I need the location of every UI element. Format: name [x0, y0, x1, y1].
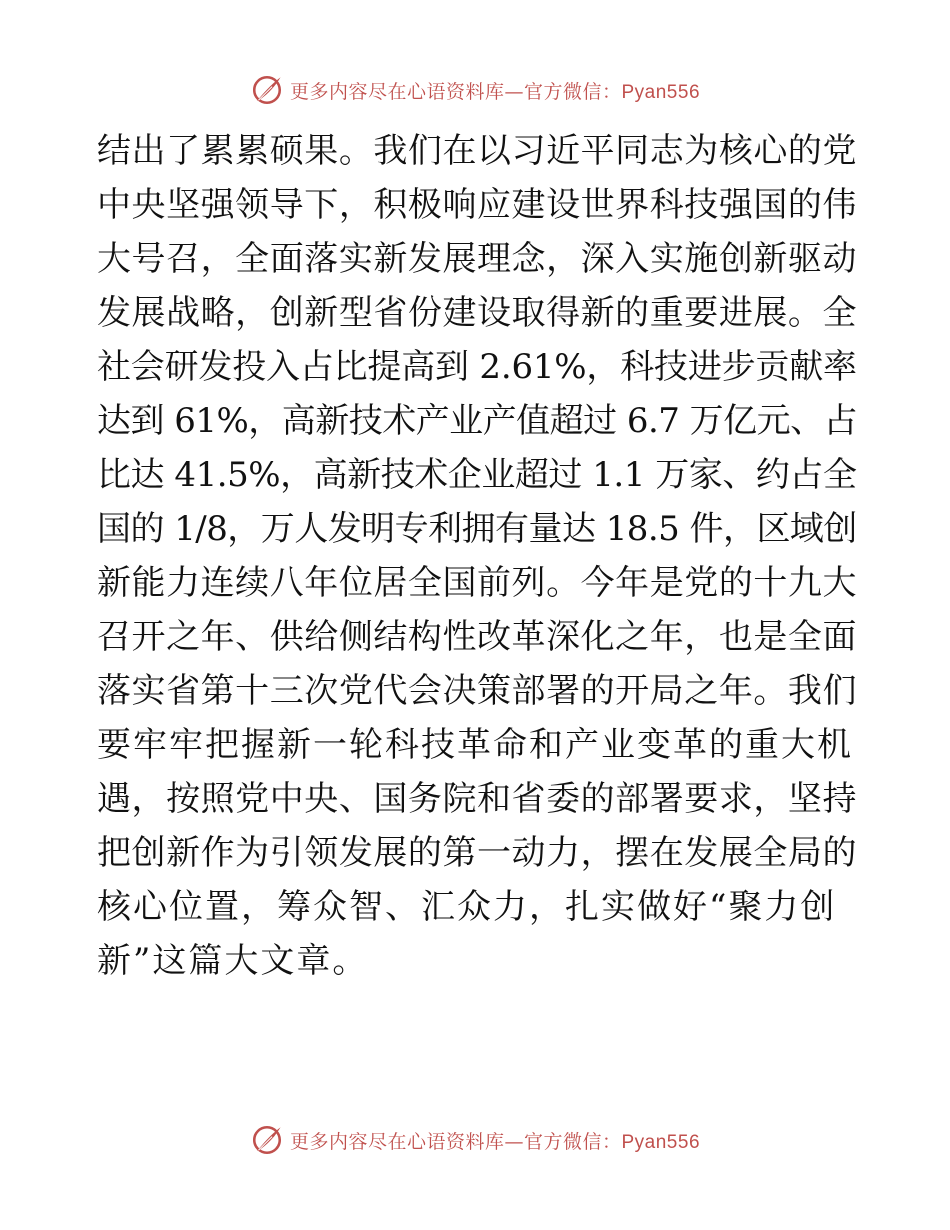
text-line: 落实省第十三次党代会决策部署的开局之年。我们	[97, 671, 857, 711]
document-body	[97, 124, 857, 988]
text-line: 比达 41.5%，高新技术企业超过 1.1 万家、约占全	[97, 455, 857, 495]
text-line: 大号召，全面落实新发展理念，深入实施创新驱动	[97, 239, 857, 279]
header-banner-text: 更多内容尽在心语资料库—官方微信：Pyan556	[289, 80, 701, 103]
text-line: 新能力连续八年位居全国前列。今年是党的十九大	[97, 563, 857, 603]
footer-wechat-id: Pyan556	[621, 1131, 701, 1153]
text-line: 召开之年、供给侧结构性改革深化之年，也是全面	[97, 617, 857, 657]
footer-banner-text: 更多内容尽在心语资料库—官方微信：Pyan556	[289, 1130, 701, 1153]
text-line: 国的 1/8，万人发明专利拥有量达 18.5 件，区域创	[97, 509, 857, 549]
text-line: 要牢牢把握新一轮科技革命和产业变革的重大机	[97, 725, 853, 765]
text-line: 遇，按照党中央、国务院和省委的部署要求，坚持	[97, 779, 857, 819]
feather-pen-circle-logo-icon	[250, 73, 284, 107]
feather-pen-circle-logo-icon	[250, 1123, 284, 1157]
text-line: 核心位置，筹众智、汇众力，扎实做好“聚力创	[97, 887, 837, 927]
text-line: 社会研发投入占比提高到 2.61%，科技进步贡献率	[97, 347, 857, 387]
text-line: 结出了累累硕果。我们在以习近平同志为核心的党	[97, 131, 857, 171]
header-wechat-id: Pyan556	[621, 81, 701, 103]
text-line: 中央坚强领导下，积极响应建设世界科技强国的伟	[97, 185, 857, 225]
text-line: 把创新作为引领发展的第一动力，摆在发展全局的	[97, 833, 857, 873]
text-line: 新”这篇大文章。	[97, 941, 369, 981]
header-banner	[0, 70, 950, 110]
text-line: 达到 61%，高新技术产业产值超过 6.7 万亿元、占	[97, 401, 858, 441]
footer-banner	[0, 1120, 950, 1160]
text-line: 发展战略，创新型省份建设取得新的重要进展。全	[97, 293, 857, 333]
